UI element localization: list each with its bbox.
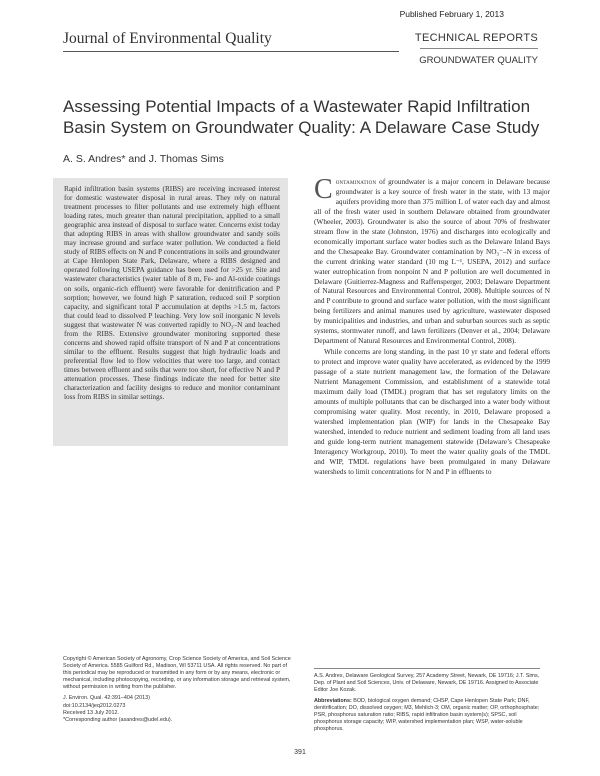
body-paragraph-1 <box>314 177 550 346</box>
corresponding-author-line: *Corresponding author (asandres@udel.edu). <box>63 716 173 723</box>
journal-title: Journal of Environmental Quality <box>63 30 272 47</box>
citation-block <box>63 695 295 723</box>
citation-line: J. Environ. Qual. 42:391–404 (2013) <box>63 695 150 702</box>
copyright-block <box>63 656 295 727</box>
abbreviations-label: Abbreviations: <box>314 697 352 704</box>
received-line: Received 13 July 2012. <box>63 709 120 716</box>
lead-in: ontamination <box>335 177 377 186</box>
subsection-label: GROUNDWATER QUALITY <box>419 55 538 66</box>
header-rule <box>63 51 399 52</box>
published-date: Published February 1, 2013 <box>399 9 504 19</box>
affiliations-rule <box>314 668 540 669</box>
body-column <box>314 177 550 632</box>
affiliations-block <box>314 668 540 737</box>
author-affiliations: A.S. Andres, Delaware Geological Survey, 257 Academy Street, Newark, DE 19716; J.T. Sims, Dep. of Plant and Soil Sciences, Univ. of Delaware, Newark, DE 19716. Assigned to Associate Editor Joe Kozak. <box>314 672 540 693</box>
page-number: 391 <box>294 749 306 756</box>
section-label-rule <box>420 48 538 49</box>
abbreviations-text: BOD, biological oxygen demand; CHSP, Cape Henlopen State Park; DNF, denitrification; DO, dissolved oxygen; M3, Mehlich-3; OM, organic matter; OP, orthophosphate; PSR, phosphorus saturation ratio; RIBS, rapid infiltration basin system(s); SPSC, soil phosphorus storage capacity; WIP, watershed implementation plan; WSP, water-soluble phosphorus. <box>314 697 540 733</box>
author-list: A. S. Andres* and J. Thomas Sims <box>63 153 224 165</box>
drop-cap: C <box>314 177 333 205</box>
doi-line: doi:10.2134/jeq2012.0273 <box>63 702 126 709</box>
abbreviations <box>314 698 540 733</box>
section-label: TECHNICAL REPORTS <box>414 32 538 44</box>
abstract-text: Rapid infiltration basin systems (RIBS) are receiving increased interest for domestic wastewater disposal in rural areas. They rely on natural treatment processes to filter pollutants and use extremely high effluent loading rates, much greater than natural precipitation, applied to a small geographic area instead of disposal to surface water. Concerns exist today that adopting RIBS in areas with shallow groundwater and sandy soils may increase ground and surface water pollution. We conducted a field study of RIBS effects on N and P concentrations in soils and groundwater at Cape Henlopen State Park, Delaware, where a RIBS designed and operated following USEPA guidance has been used for >25 yr. Site and wastewater characteristics (water table of 8 m, Fe- and Al-oxide coatings on soils, organic-rich effluent) were favorable for denitrification and P sorption; however, we found high P saturation, reduced soil P sorption capacity, and significant total P accumulation at depths >1.5 m, factors that could lead to dissolved P leaching. Very low soil inorganic N levels suggest that wastewater N was converted rapidly to NO₃–N and leached from the RIBS. Extensive groundwater monitoring supported these concerns and showed rapid offsite transport of N and P at concentrations similar to the effluent. Results suggest that high hydraulic loads and preferential flow led to flow velocities that were too large, and contact times between effluent and soils that were too short, for effective N and P attenuation processes. These findings indicate the need for better site characterization and facility designs to reduce and monitor contaminant loss from RIBS in similar settings. <box>64 185 280 402</box>
abstract <box>53 178 288 446</box>
copyright-notice: Copyright © American Society of Agronomy, Crop Science Society of America, and Soil Science Society of America. 5585 Guilford Rd., Madison, WI 53711 USA. All rights reserved. No part of this periodical may be reproduced or transmitted in any form or by any means, electronic or mechanical, including photocopying, recording, or any information storage and retrieval system, without permission in writing from the publisher. <box>63 656 291 691</box>
body-paragraph-2: While concerns are long standing, in the past 10 yr state and federal efforts to protect and improve water quality have accelerated, as evidenced by the 1999 passage of a state nutrient management law, the formation of the Delaware Nutrient Management Commission, and establishment of a statewide total maximum daily load (TMDL) program that has set regulatory limits on the amounts of multiple pollutants that can be discharged into a water body without compromising water quality. Most recently, in 2010, Delaware proposed a watershed implementation plan (WIP) for lands in the Chesapeake Bay watershed, intended to reduce nutrient and sediment loading from all land uses and guide long-term nutrient management statewide (Delaware’s Chesapeake Interagency Workgroup, 2010). To meet the water quality goals of the TMDL and WIP, TMDL regulations have been promulgated in many Delaware watersheds to limit concentrations for N and P in effluents to <box>314 347 550 476</box>
paragraph-1-text: of groundwater is a major concern in Delaware because groundwater is a key source of fresh water in the state, with 13 major aquifers providing more than 375 million L of water each day and almost all of the fresh water used in southern Delaware obtained from groundwater (Wheeler, 2003). Groundwater is also the source of about 70% of freshwater stream flow in the state (Johnston, 1976) and discharges into ecologically and economically important surface water bodies such as the Delaware Inland Bays and the Chesapeake Bay. Groundwater contamination by NO₃⁻–N in excess of the current drinking water standard (10 mg L⁻¹, USEPA, 2012) and surface water eutrophication from nonpoint N and P pollution are well documented in Delaware (Guitierrez-Magness and Raffensperger, 2003; Delaware Department of Natural Resources and Environmental Control, 2008). Multiple sources of N and P contribute to ground and surface water pollution, with the most significant being fertilizers and animal manures used by agriculture, wastewater disposed by municipalities and industries, and urban and suburban sources such as septic systems, stormwater runoff, and lawn fertilizers (Denver et al., 2004; Delaware Department of Natural Resources and Environmental Control, 2008). <box>314 177 550 346</box>
article-title: Assessing Potential Impacts of a Wastewater Rapid Infiltration Basin System on Groundwater Quality: A Delaware Case Study <box>63 97 540 137</box>
